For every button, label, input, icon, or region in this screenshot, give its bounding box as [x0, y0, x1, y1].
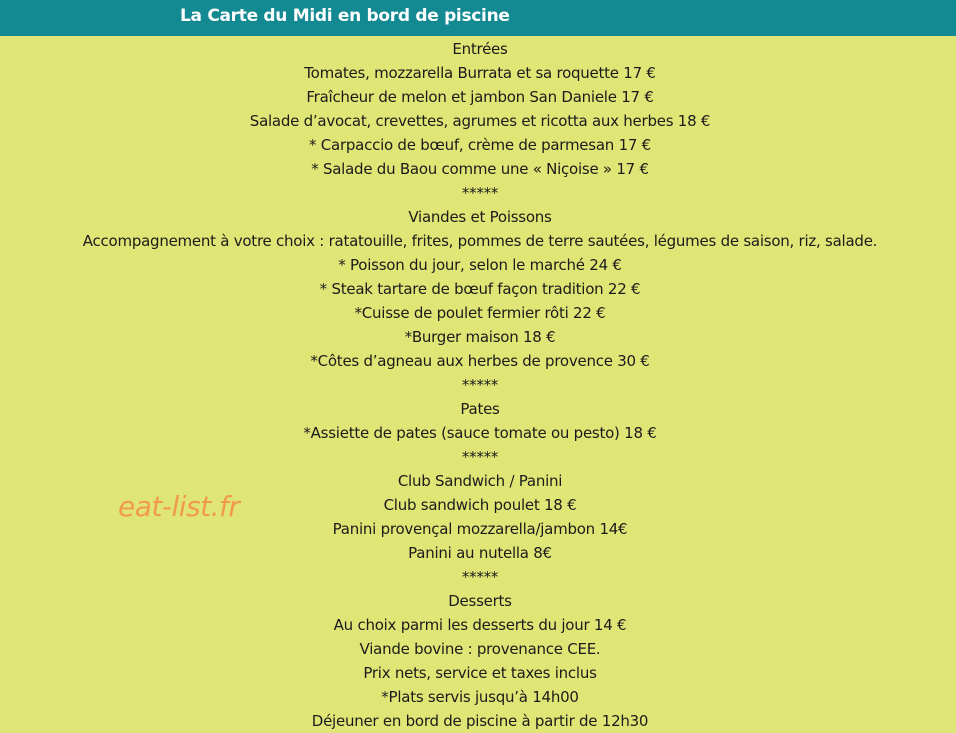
section-separator: ***** [461, 184, 499, 202]
menu-item: Panini au nutella 8€ [408, 544, 552, 562]
menu-item: * Carpaccio de bœuf, crème de parmesan 17 € [309, 136, 651, 154]
menu-item: Panini provençal mozzarella/jambon 14€ [332, 520, 628, 538]
menu-item: * Salade du Baou comme une « Niçoise » 17 € [311, 160, 649, 178]
section-heading-desserts: Desserts [448, 592, 512, 610]
menu-item: *Cuisse de poulet fermier rôti 22 € [354, 304, 606, 322]
menu-item: Club sandwich poulet 18 € [383, 496, 577, 514]
info-note: Déjeuner en bord de piscine à partir de 12h30 [311, 712, 649, 730]
watermark-logo: eat-list.fr [118, 490, 240, 523]
header-bar [0, 0, 956, 36]
section-heading-viandes-poissons: Viandes et Poissons [408, 208, 552, 226]
section-separator: ***** [461, 568, 499, 586]
section-separator: ***** [461, 376, 499, 394]
menu-item: Fraîcheur de melon et jambon San Daniele 17 € [306, 88, 654, 106]
info-note: Viande bovine : provenance CEE. [359, 640, 601, 658]
side-dish-note: Accompagnement à votre choix : ratatouille, frites, pommes de terre sautées, légumes de saison, riz, salade. [82, 232, 878, 250]
menu-item: Salade d’avocat, crevettes, agrumes et ricotta aux herbes 18 € [249, 112, 711, 130]
menu-item: * Steak tartare de bœuf façon tradition 22 € [319, 280, 641, 298]
section-separator: ***** [461, 448, 499, 466]
page-title: La Carte du Midi en bord de piscine [180, 6, 510, 26]
menu-item: * Poisson du jour, selon le marché 24 € [338, 256, 622, 274]
menu-list [0, 37, 956, 733]
section-heading-pates: Pates [460, 400, 500, 418]
menu-item: Tomates, mozzarella Burrata et sa roquette 17 € [304, 64, 656, 82]
menu-item: Au choix parmi les desserts du jour 14 € [333, 616, 627, 634]
info-note: *Plats servis jusqu’à 14h00 [381, 688, 579, 706]
section-heading-club-sandwich: Club Sandwich / Panini [397, 472, 563, 490]
info-note: Prix nets, service et taxes inclus [363, 664, 597, 682]
section-heading-entrees: Entrées [452, 40, 508, 58]
menu-item: *Assiette de pates (sauce tomate ou pesto) 18 € [303, 424, 657, 442]
menu-item: *Côtes d’agneau aux herbes de provence 30 € [310, 352, 650, 370]
menu-item: *Burger maison 18 € [404, 328, 556, 346]
